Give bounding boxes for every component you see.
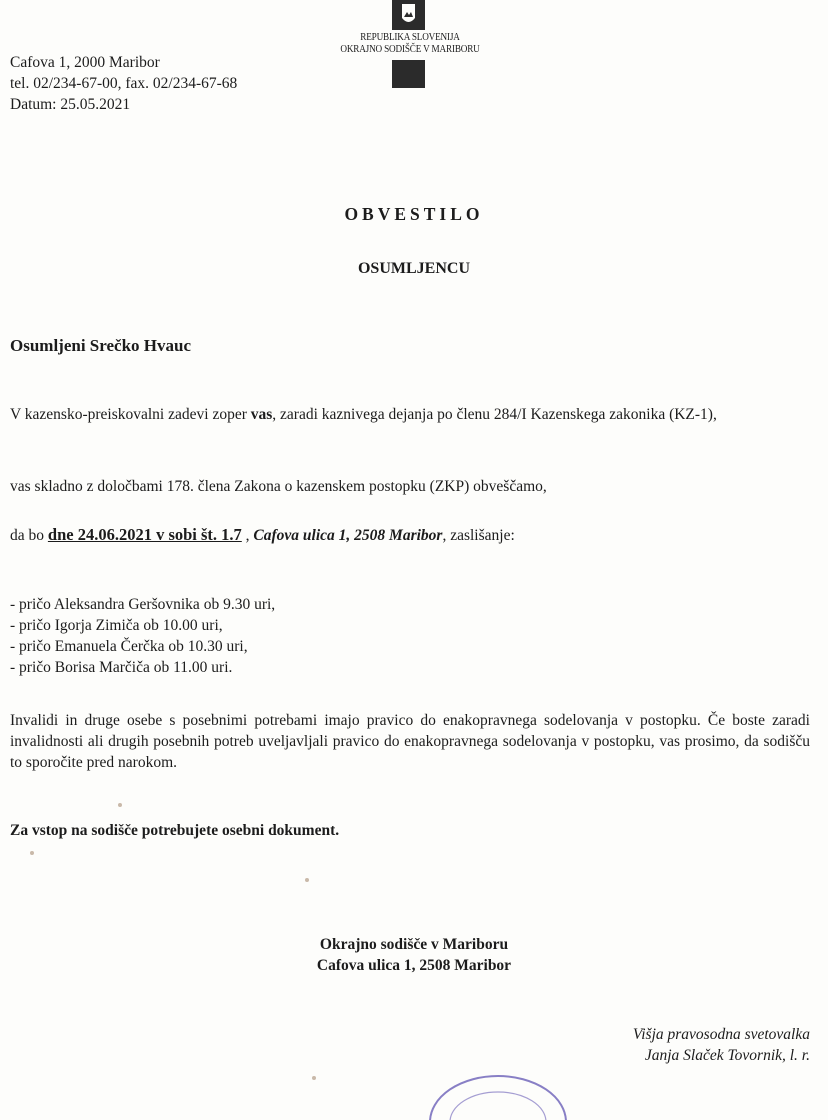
document-title: OBVESTILO (344, 204, 484, 224)
hearing-text-start: da bo (10, 527, 48, 544)
signatory-title: Višja pravosodna svetovalka (632, 1026, 810, 1043)
witness-list (10, 594, 810, 678)
hearing-date-room: dne 24.06.2021 v sobi št. 1.7 (47, 525, 242, 544)
list-item: - pričo Borisa Marčiča ob 11.00 uri. (10, 659, 233, 676)
court-address: Cafova ulica 1, 2508 Maribor (316, 957, 512, 974)
signatory-block (633, 1024, 810, 1066)
list-item: - pričo Aleksandra Geršovnika ob 9.30 uri, (10, 596, 276, 613)
scan-speck (118, 803, 122, 807)
recipient-name: Osumljeni Srečko Hvauc (10, 336, 192, 355)
document-subtitle: OSUMLJENCU (357, 260, 470, 277)
id-notice: Za vstop na sodišče potrebujete osebni dokument. (10, 822, 340, 839)
list-item: - pričo Igorja Zimiča ob 10.00 uri, (10, 617, 223, 634)
address-line-street: Cafova 1, 2000 Maribor (10, 54, 160, 71)
signatory-name: Janja Slaček Tovornik, l. r. (644, 1047, 810, 1064)
crest-line-republic: REPUBLIKA SLOVENIJA (360, 32, 460, 43)
court-name: Okrajno sodišče v Mariboru (319, 936, 509, 953)
case-text-end: , zaradi kaznivega dejanja po členu 284/I Kazenskega zakonika (KZ-1), (272, 406, 717, 423)
case-paragraph (10, 404, 810, 425)
legal-basis-paragraph: vas skladno z določbami 178. člena Zakona o kazenskem postopku (ZKP) obveščamo, (10, 478, 547, 495)
crest-line-court: OKRAJNO SODIŠČE V MARIBORU (340, 44, 480, 55)
hearing-text-end: , zaslišanje: (442, 527, 515, 544)
disability-paragraph: Invalidi in druge osebe s posebnimi potrebami imajo pravico do enakopravnega sodelovanja v postopku. Če boste zaradi invalidnosti ali drugih posebnih potreb uveljavljali pravico do enakopravnega sodelovanja v postopku, vas prosimo, da sodišču to sporočite pred narokom. (10, 712, 810, 771)
hearing-text-sep: , (241, 527, 254, 544)
court-signature-block (0, 934, 828, 976)
list-item: - pričo Emanuela Čerčka ob 10.30 uri, (10, 638, 248, 655)
case-text-bold: vas (250, 406, 273, 423)
case-text-start: V kazensko-preiskovalni zadevi zoper (10, 406, 251, 423)
address-line-date: Datum: 25.05.2021 (10, 96, 131, 113)
scan-speck (305, 878, 309, 882)
official-stamp-icon (418, 1060, 598, 1120)
hearing-paragraph (10, 524, 810, 546)
sender-address (10, 52, 237, 115)
scan-speck (30, 851, 34, 855)
court-crest-label (309, 32, 511, 56)
scan-speck (312, 1076, 316, 1080)
address-line-phone: tel. 02/234-67-00, fax. 02/234-67-68 (10, 75, 238, 92)
hearing-location: Cafova ulica 1, 2508 Maribor (253, 527, 443, 544)
